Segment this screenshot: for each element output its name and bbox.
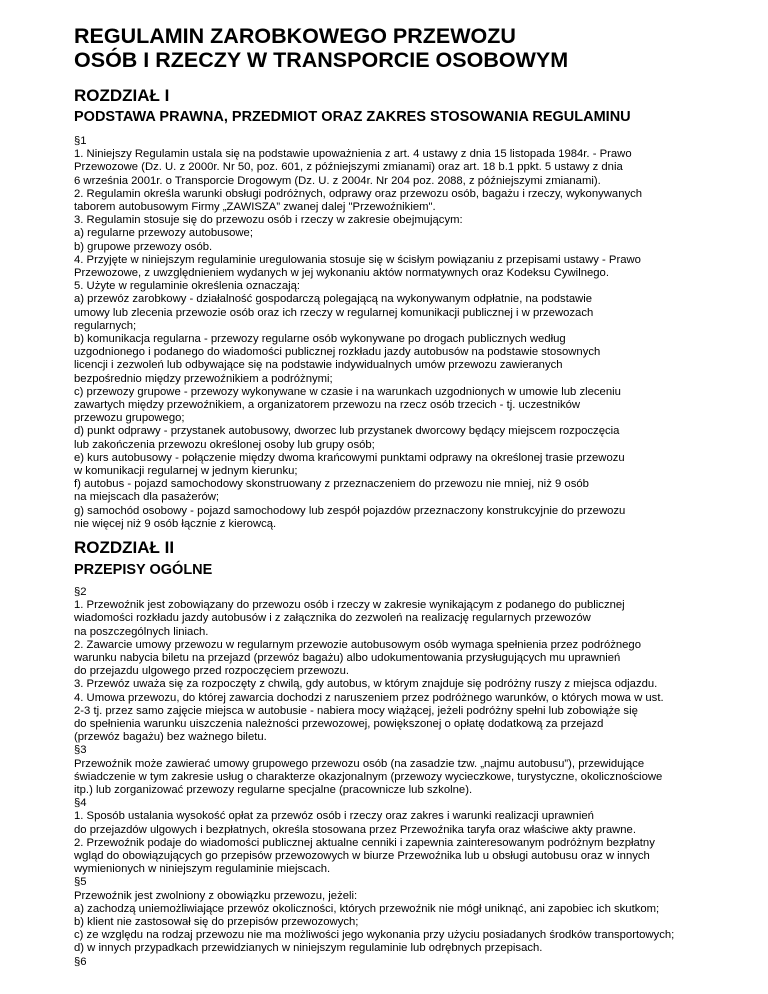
- text-line: §6: [74, 955, 87, 968]
- text-line: wymienionych w niniejszym regulaminie miejscach.: [74, 863, 331, 876]
- chapter-1-number: ROZDZIAŁ I: [74, 86, 170, 105]
- chapter-2-body: [74, 586, 754, 969]
- text-line: lub zakończenia przewozu określonej osoby lub grupy osób;: [74, 438, 375, 451]
- text-line: na miejscach dla pasażerów;: [74, 491, 220, 504]
- text-line: uzgodnionego i podanego do wiadomości publicznej rozkładu jazdy autobusów na podstawie stosownych: [74, 346, 601, 359]
- chapter-2-title: PRZEPISY OGÓLNE: [74, 562, 213, 578]
- text-line: 1. Sposób ustalania wysokość opłat za przewóz osób i rzeczy oraz zakres i warunki realizacji uprawnień: [74, 810, 594, 823]
- chapter-1-body: [74, 135, 754, 531]
- text-line: 6 września 2001r. o Transporcie Drogowym (Dz. U. z 2004r. Nr 204 poz. 2088, z późniejszymi zmianami).: [74, 174, 601, 187]
- text-line: §3: [74, 744, 87, 757]
- text-line: §4: [74, 797, 87, 810]
- text-line: 1. Niniejszy Regulamin ustala się na podstawie upoważnienia z art. 4 ustawy z dnia 15 listopada 1984r. - Prawo: [74, 148, 632, 161]
- text-line: 3. Przewóz uważa się za rozpoczęty z chwilą, gdy autobus, w którym znajduje się podróżny ruszy z miejsca odjazdu.: [74, 678, 658, 691]
- text-line: 1. Przewoźnik jest zobowiązany do przewozu osób i rzeczy w zakresie wynikającym z podanego do publicznej: [74, 599, 625, 612]
- text-line: przewozu grupowego;: [74, 412, 185, 425]
- text-line: a) zachodzą uniemożliwiające przewóz okoliczności, których przewoźnik nie mógł uniknąć, ani zapobiec ich skutkom;: [74, 902, 660, 915]
- text-line: Przewozowe (Dz. U. z 2000r. Nr 50, poz. 601, z późniejszymi zmianami) oraz art. 18 b.1 ppkt. 5 ustawy z dnia: [74, 161, 623, 174]
- text-line: regularnych;: [74, 319, 137, 332]
- document-title: [74, 24, 568, 72]
- text-line: warunku nabycia biletu na przejazd (przewóz bagażu) albo udokumentowania przysługujących mu uprawnień: [74, 652, 621, 665]
- text-line: §2: [74, 586, 87, 598]
- text-line: świadczenie w tym zakresie usług o charakterze okazjonalnym (przewozy wycieczkowe, turystyczne, okolicznościowe: [74, 770, 663, 783]
- text-line: itp.) lub zorganizować przewozy regularne specjalne (pracownicze lub szkolne).: [74, 784, 473, 797]
- text-line: 2. Zawarcie umowy przewozu w regularnym przewozie autobusowym osób wymaga spełnienia przez podróżnego: [74, 638, 642, 651]
- text-line: c) przewozy grupowe - przewozy wykonywane w czasie i na warunkach uzgodnionych w umowie lub zleceniu: [74, 385, 621, 398]
- text-line: 2. Regulamin określa warunki obsługi podróżnych, odprawy oraz przewozu osób, bagażu i rzeczy, wykonywanych: [74, 187, 643, 200]
- text-line: bezpośrednio między przewoźnikiem a podróżnymi;: [74, 372, 333, 385]
- text-line: 2. Przewoźnik podaje do wiadomości publicznej aktualne cenniki i zapewnia zainteresowanym podróżnym bezpłatny: [74, 836, 655, 849]
- text-line: do przejazdu ulgowego przed rozpoczęciem przewozu.: [74, 665, 350, 678]
- text-line: 5. Użyte w regulaminie określenia oznaczają:: [74, 280, 301, 293]
- text-line: g) samochód osobowy - pojazd samochodowy lub zespół pojazdów przeznaczony konstrukcyjnie do przewozu: [74, 504, 626, 517]
- text-line: taborem autobusowym Firmy „ZAWISZA” zwanej dalej "Przewoźnikiem".: [74, 201, 436, 214]
- text-line: a) przewóz zarobkowy - działalność gospodarczą polegającą na wykonywanym odpłatnie, na podstawie: [74, 293, 593, 306]
- text-line: zawartych między przewoźnikiem, a organizatorem przewozu na rzecz osób trzecich - tj. uczestników: [74, 399, 581, 412]
- text-line: d) w innych przypadkach przewidzianych w niniejszym regulaminie lub odrębnych przepisach.: [74, 942, 543, 955]
- text-line: nie więcej niż 9 osób łącznie z kierowcą.: [74, 517, 277, 530]
- text-line: Przewozowe, z uwzględnieniem wydanych w jej wykonaniu aktów normatywnych oraz Kodeksu Cywilnego.: [74, 267, 609, 280]
- text-line: w komunikacji regularnej w jednym kierunku;: [74, 465, 298, 478]
- text-line: e) kurs autobusowy - połączenie między dwoma krańcowymi punktami odprawy na określonej trasie przewozu: [74, 451, 625, 464]
- text-line: c) ze względu na rodzaj przewozu nie ma możliwości jego wykonania przy użyciu posiadanych środków transportowych;: [74, 929, 675, 942]
- text-line: b) komunikacja regularna - przewozy regularne osób wykonywane po drogach publicznych według: [74, 333, 566, 346]
- text-line: b) grupowe przewozy osób.: [74, 240, 213, 253]
- text-line: 4. Przyjęte w niniejszym regulaminie uregulowania stosuje się w ścisłym powiązaniu z przepisami ustawy - Prawo: [74, 253, 641, 266]
- text-line: §1: [74, 135, 87, 147]
- text-line: 4. Umowa przewozu, do której zawarcia dochodzi z naruszeniem przez podróżnego warunków, o których mowa w ust.: [74, 691, 664, 704]
- text-line: Przewoźnik jest zwolniony z obowiązku przewozu, jeżeli:: [74, 889, 358, 902]
- title-line-2: OSÓB I RZECZY W TRANSPORCIE OSOBOWYM: [74, 48, 569, 72]
- text-line: b) klient nie zastosował się do przepisów przewozowych;: [74, 916, 359, 929]
- text-line: wgląd do obowiązujących go przepisów przewozowych w biurze Przewoźnika lub u obsługi autobusu oraz w innych: [74, 850, 650, 863]
- chapter-2-number: ROZDZIAŁ II: [74, 538, 175, 557]
- text-line: licencji i zezwoleń lub odbywające się na podstawie indywidualnych umów przewozu zawieranych: [74, 359, 563, 372]
- text-line: §5: [74, 876, 87, 889]
- text-line: do spełnienia warunku uiszczenia należności przewozowej, powiększonej o opłatę dodatkową za przejazd: [74, 718, 604, 731]
- text-line: Przewoźnik może zawierać umowy grupowego przewozu osób (na zasadzie tzw. „najmu autobusu”), przewidujące: [74, 757, 645, 770]
- text-line: f) autobus - pojazd samochodowy skonstruowany z przeznaczeniem do przewozu nie mniej, niż 9 osób: [74, 478, 589, 491]
- text-line: d) punkt odprawy - przystanek autobusowy, dworzec lub przystanek dworcowy będący miejscem rozpoczęcia: [74, 425, 620, 438]
- text-line: do przejazdów ulgowych i bezpłatnych, określa stosowana przez Przewoźnika taryfa oraz właściwe akty prawne.: [74, 823, 636, 836]
- text-line: 3. Regulamin stosuje się do przewozu osób i rzeczy w zakresie obejmującym:: [74, 214, 463, 227]
- text-line: na poszczególnych liniach.: [74, 625, 209, 638]
- title-line-1: REGULAMIN ZAROBKOWEGO PRZEWOZU: [74, 24, 516, 48]
- chapter-1-title: PODSTAWA PRAWNA, PRZEDMIOT ORAZ ZAKRES STOSOWANIA REGULAMINU: [74, 109, 631, 125]
- text-line: (przewóz bagażu) bez ważnego biletu.: [74, 731, 267, 744]
- text-line: a) regularne przewozy autobusowe;: [74, 227, 253, 240]
- text-line: umowy lub zlecenia przewozie osób oraz ich rzeczy w regularnej komunikacji publicznej i w przewozach: [74, 306, 594, 319]
- text-line: 2-3 tj. przez samo zajęcie miejsca w autobusie - nabiera mocy wiążącej, jeżeli podróżny spełni lub zobowiąże się: [74, 704, 638, 717]
- text-line: wiadomości rozkładu jazdy autobusów i z załącznika do zezwoleń na realizację regularnych przewozów: [74, 612, 591, 625]
